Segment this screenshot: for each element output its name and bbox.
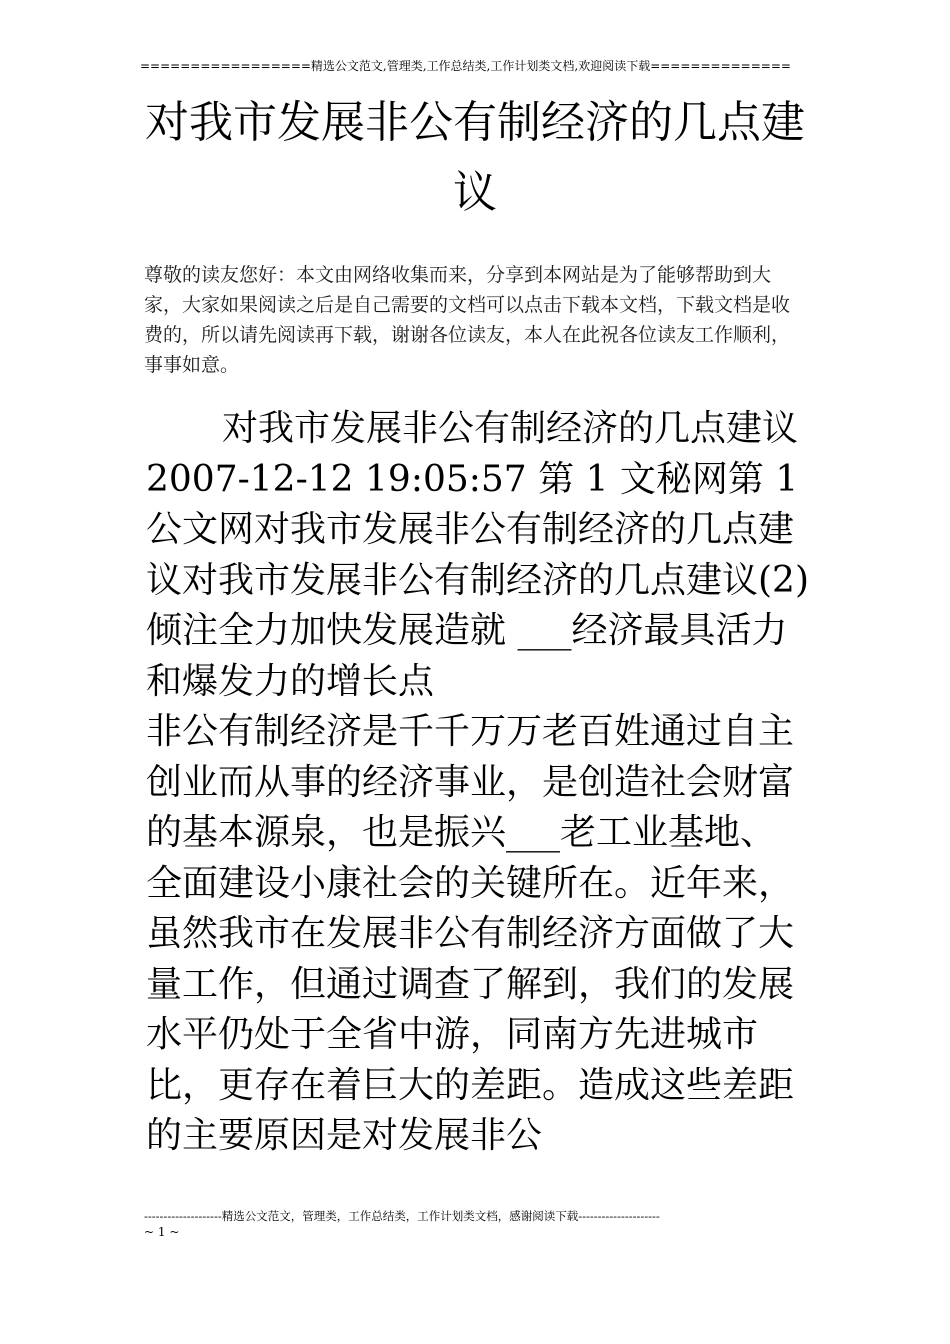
- reader-notice: 尊敬的读友您好：本文由网络收集而来，分享到本网站是为了能够帮助到大家，大家如果阅读之后是自己需要的文档可以点击下载本文档，下载文档是收费的，所以请先阅读再下载，谢谢各位读友，本人在此祝各位读友工作顺利，事事如意。: [144, 264, 791, 376]
- document-title: 对我市发展非公有制经济的几点建议: [145, 97, 805, 218]
- document-body: [146, 404, 810, 1162]
- body-paragraph-2: 非公有制经济是千千万万老百姓通过自主创业而从事的经济事业，是创造社会财富的基本源泉，也是振兴___老工业基地、全面建设小康社会的关键所在。近年来，虽然我市在发展非公有制经济方面做了大量工作，但通过调查了解到，我们的发展水平仍处于全省中游，同南方先进城市比，更存在着巨大的差距。造成这些差距的主要原因是对发展非公: [146, 711, 795, 1156]
- page-header-banner: =================精选公文范文,管理类,工作总结类,工作计划类文档,欢迎阅读下载==============: [140, 59, 791, 73]
- body-paragraph-1: 对我市发展非公有制经济的几点建议 2007-12-12 19:05:57 第 1 文秘网第 1 公文网对我市发展非公有制经济的几点建议对我市发展非公有制经济的几点建议(2)倾注全力加快发展造就 ___经济最具活力和爆发力的增长点: [146, 408, 809, 702]
- page-footer-banner: --------------------精选公文范文，管理类，工作总结类，工作计划类文档，感谢阅读下载---------------------: [144, 1209, 660, 1223]
- page-number: ~ 1 ~: [144, 1225, 180, 1239]
